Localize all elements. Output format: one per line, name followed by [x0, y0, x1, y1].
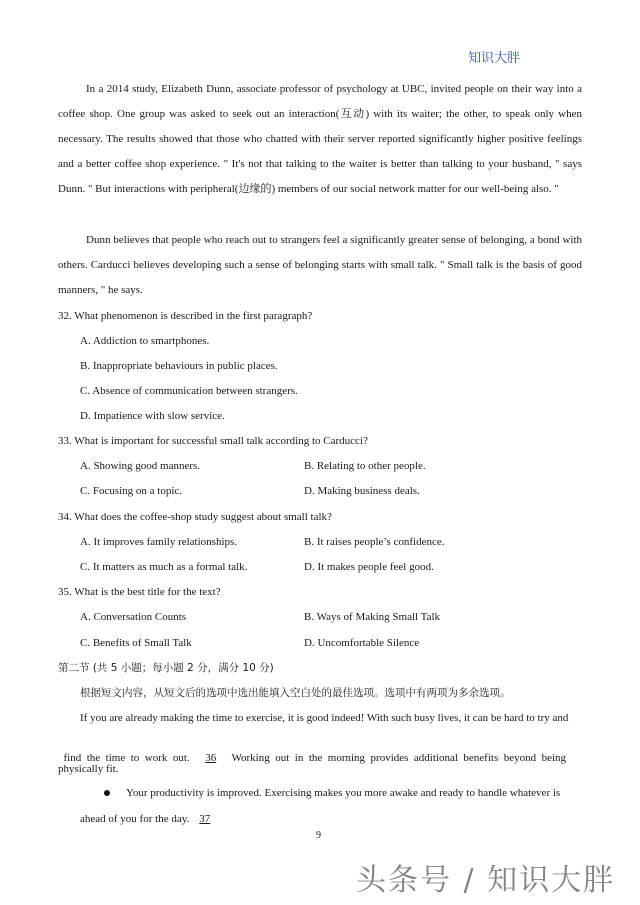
paragraph-coffee-study: In a 2014 study, Elizabeth Dunn, associate professor of psychology at UBC, invited people on their way into a coffee shop. One group was asked to seek out an interaction(互动) with its waiter; the other, to speak only when necessary. The results showed that those who chatted with their server reported significantly higher positive feelings and a better coffee shop experience. " It's not that talking to the waiter is better than talking to your husband, " says Dunn. " But interactions with peripheral(边缘的) members of our social network matter for our well-being also. " [58, 83, 582, 195]
question-32-option-d: D. Impatience with slow service. [80, 410, 225, 422]
question-32-stem: 32. What phenomenon is described in the first paragraph? [58, 310, 313, 322]
question-35-option-b: B. Ways of Making Small Talk [304, 611, 441, 623]
question-35-option-c: C. Benefits of Small Talk [80, 637, 192, 649]
question-33-stem: 33. What is important for successful small talk according to Carducci? [58, 435, 368, 447]
passage-line-2-start: find the time to work out. [63, 752, 196, 764]
section-2-instruction: 根据短文内容，从短文后的选项中选出能填入空白处的最佳选项。选项中有两项为多余选项。 [80, 687, 511, 699]
question-33-option-c: C. Focusing on a topic. [80, 485, 183, 497]
question-34-option-c: C. It matters as much as a formal talk. [80, 561, 248, 573]
passage-line-3: physically fit. [58, 763, 119, 775]
question-35-stem: 35. What is the best title for the text? [58, 586, 221, 598]
question-32-option-c: C. Absence of communication between strangers. [80, 385, 298, 397]
header-brand: 知识大胖 [468, 51, 521, 66]
page-number: 9 [316, 830, 321, 841]
bullet-icon [104, 790, 110, 796]
bullet-line-2-text: ahead of you for the day. [80, 813, 190, 825]
passage-line-2-end: Working out in the morning provides additional benefits beyond being [226, 752, 567, 764]
bullet-line-1: Your productivity is improved. Exercising makes you more awake and ready to handle whatever is [126, 787, 561, 799]
question-33-option-d: D. Making business deals. [304, 485, 420, 497]
section-2-heading: 第二节 (共 5 小题；每小题 2 分，满分 10 分) [58, 662, 274, 674]
passage-line-1: If you are already making the time to exercise, it is good indeed! With such busy lives, it can be hard to try and [80, 712, 569, 724]
question-34-option-b: B. It raises people’s confidence. [304, 536, 445, 548]
question-34-option-d: D. It makes people feel good. [304, 561, 434, 573]
question-35-option-d: D. Uncomfortable Silence [304, 637, 420, 649]
question-34-option-a: A. It improves family relationships. [80, 536, 238, 548]
question-32-option-a: A. Addiction to smartphones. [80, 335, 210, 347]
watermark: 头条号 / 知识大胖 [356, 863, 616, 898]
question-33-option-a: A. Showing good manners. [80, 460, 201, 472]
question-33-option-b: B. Relating to other people. [304, 460, 426, 472]
paragraph-belonging: Dunn believes that people who reach out to strangers feel a significantly greater sense of belonging, a bond with others. Carducci believes developing such a sense of belonging starts with small talk. " Small talk is the basis of good manners, " he says. [58, 234, 582, 296]
blank-37: 37 [199, 813, 211, 825]
question-34-stem: 34. What does the coffee-shop study suggest about small talk? [58, 511, 332, 523]
bullet-line-2 [80, 812, 220, 826]
question-35-option-a: A. Conversation Counts [80, 611, 187, 623]
passage-line-2 [58, 737, 566, 765]
blank-36: 36 [205, 752, 217, 764]
question-32-option-b: B. Inappropriate behaviours in public places. [80, 360, 278, 372]
